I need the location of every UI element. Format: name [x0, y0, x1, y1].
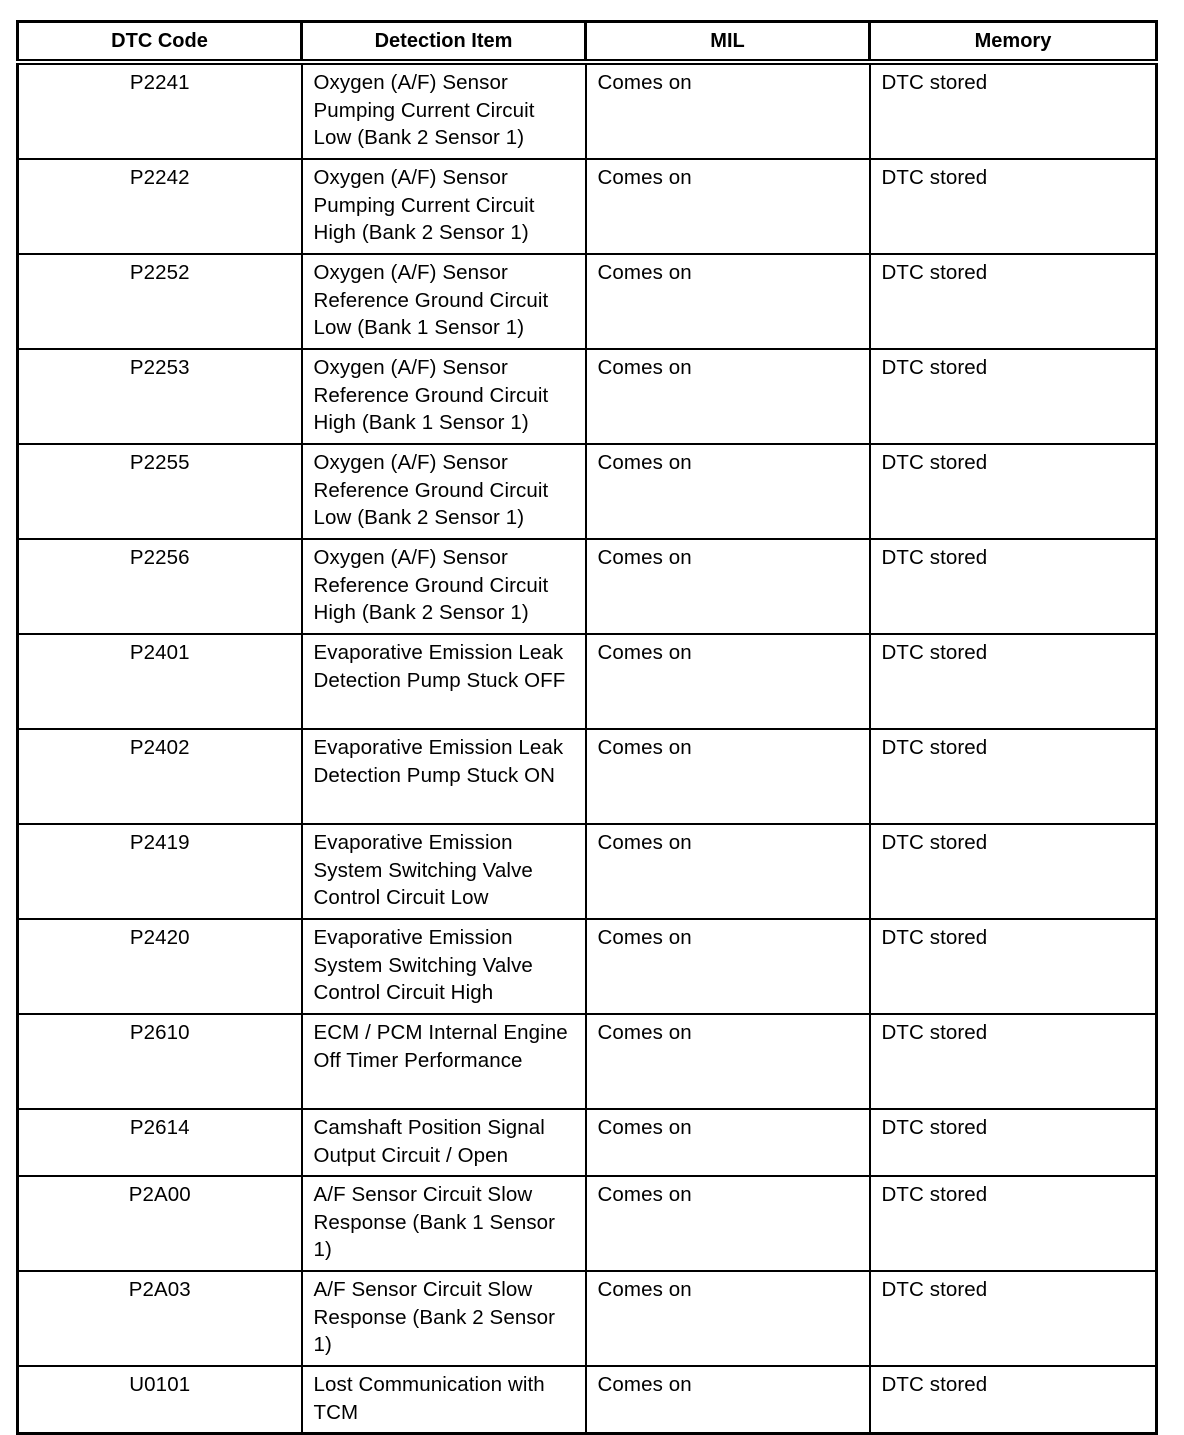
table-row: [18, 1109, 1157, 1176]
table-row: [18, 1366, 1157, 1434]
memory-status: DTC stored: [870, 349, 1157, 444]
table-row: [18, 824, 1157, 919]
dtc-code: U0101: [18, 1366, 302, 1434]
mil-status: Comes on: [586, 1176, 870, 1271]
mil-status: Comes on: [586, 824, 870, 919]
table-row: [18, 254, 1157, 349]
detection-item: ECM / PCM Internal Engine Off Timer Performance: [302, 1014, 586, 1109]
detection-item: Evaporative Emission Leak Detection Pump Stuck ON: [302, 729, 586, 824]
header-dtc-code: DTC Code: [18, 22, 302, 63]
table-row: [18, 62, 1157, 159]
detection-item: Oxygen (A/F) Sensor Pumping Current Circuit High (Bank 2 Sensor 1): [302, 159, 586, 254]
table-row: [18, 349, 1157, 444]
memory-status: DTC stored: [870, 1176, 1157, 1271]
table-row: [18, 1014, 1157, 1109]
memory-status: DTC stored: [870, 729, 1157, 824]
mil-status: Comes on: [586, 1271, 870, 1366]
mil-status: Comes on: [586, 919, 870, 1014]
memory-status: DTC stored: [870, 919, 1157, 1014]
detection-item: A/F Sensor Circuit Slow Response (Bank 1 Sensor 1): [302, 1176, 586, 1271]
detection-item: Oxygen (A/F) Sensor Pumping Current Circuit Low (Bank 2 Sensor 1): [302, 62, 586, 159]
header-mil: MIL: [586, 22, 870, 63]
memory-status: DTC stored: [870, 254, 1157, 349]
dtc-code: P2610: [18, 1014, 302, 1109]
detection-item: A/F Sensor Circuit Slow Response (Bank 2 Sensor 1): [302, 1271, 586, 1366]
header-detection-item: Detection Item: [302, 22, 586, 63]
table-row: [18, 634, 1157, 729]
memory-status: DTC stored: [870, 1014, 1157, 1109]
table-row: [18, 539, 1157, 634]
dtc-code: P2255: [18, 444, 302, 539]
mil-status: Comes on: [586, 634, 870, 729]
memory-status: DTC stored: [870, 1271, 1157, 1366]
detection-item: Evaporative Emission Leak Detection Pump Stuck OFF: [302, 634, 586, 729]
header-row: [18, 22, 1157, 63]
table-row: [18, 1271, 1157, 1366]
memory-status: DTC stored: [870, 159, 1157, 254]
memory-status: DTC stored: [870, 539, 1157, 634]
memory-status: DTC stored: [870, 62, 1157, 159]
table-row: [18, 919, 1157, 1014]
mil-status: Comes on: [586, 1109, 870, 1176]
detection-item: Lost Communication with TCM: [302, 1366, 586, 1434]
table-row: [18, 729, 1157, 824]
mil-status: Comes on: [586, 1366, 870, 1434]
memory-status: DTC stored: [870, 634, 1157, 729]
mil-status: Comes on: [586, 729, 870, 824]
dtc-code: P2242: [18, 159, 302, 254]
table-row: [18, 444, 1157, 539]
mil-status: Comes on: [586, 539, 870, 634]
dtc-code: P2252: [18, 254, 302, 349]
dtc-table: [16, 20, 1158, 1435]
dtc-code: P2A00: [18, 1176, 302, 1271]
dtc-code: P2253: [18, 349, 302, 444]
dtc-code: P2614: [18, 1109, 302, 1176]
dtc-code: P2A03: [18, 1271, 302, 1366]
dtc-code: P2256: [18, 539, 302, 634]
detection-item: Oxygen (A/F) Sensor Reference Ground Circuit High (Bank 2 Sensor 1): [302, 539, 586, 634]
memory-status: DTC stored: [870, 824, 1157, 919]
memory-status: DTC stored: [870, 1366, 1157, 1434]
mil-status: Comes on: [586, 444, 870, 539]
dtc-code: P2241: [18, 62, 302, 159]
detection-item: Oxygen (A/F) Sensor Reference Ground Circuit Low (Bank 2 Sensor 1): [302, 444, 586, 539]
detection-item: Oxygen (A/F) Sensor Reference Ground Circuit High (Bank 1 Sensor 1): [302, 349, 586, 444]
dtc-code: P2419: [18, 824, 302, 919]
mil-status: Comes on: [586, 159, 870, 254]
header-memory: Memory: [870, 22, 1157, 63]
table-row: [18, 1176, 1157, 1271]
memory-status: DTC stored: [870, 1109, 1157, 1176]
dtc-code: P2401: [18, 634, 302, 729]
detection-item: Oxygen (A/F) Sensor Reference Ground Circuit Low (Bank 1 Sensor 1): [302, 254, 586, 349]
mil-status: Comes on: [586, 254, 870, 349]
detection-item: Evaporative Emission System Switching Valve Control Circuit Low: [302, 824, 586, 919]
mil-status: Comes on: [586, 349, 870, 444]
mil-status: Comes on: [586, 62, 870, 159]
table-row: [18, 159, 1157, 254]
mil-status: Comes on: [586, 1014, 870, 1109]
detection-item: Camshaft Position Signal Output Circuit / Open: [302, 1109, 586, 1176]
detection-item: Evaporative Emission System Switching Valve Control Circuit High: [302, 919, 586, 1014]
dtc-code: P2402: [18, 729, 302, 824]
dtc-code: P2420: [18, 919, 302, 1014]
memory-status: DTC stored: [870, 444, 1157, 539]
